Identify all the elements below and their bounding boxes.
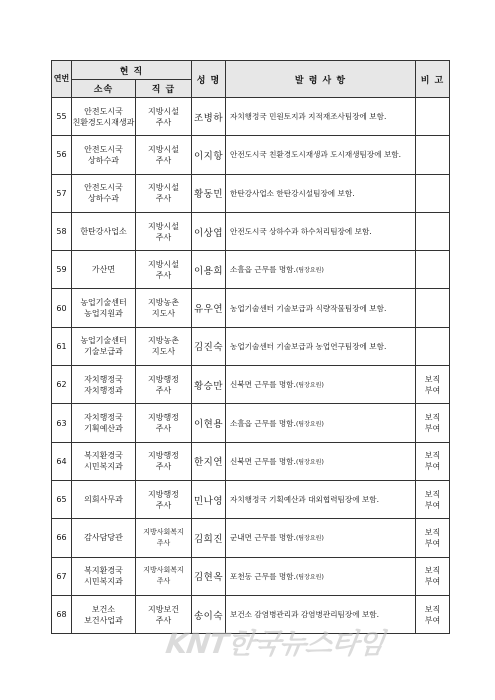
remark-cell bbox=[416, 480, 450, 518]
table-row bbox=[52, 480, 450, 518]
cell-line: 복지환경국 bbox=[84, 566, 123, 576]
cell-line: 주사 bbox=[155, 117, 172, 127]
cell-line: 부여 bbox=[424, 424, 441, 434]
cell-line: 지방시설 bbox=[148, 106, 179, 116]
cell-line: 복지환경국 bbox=[84, 451, 123, 461]
rank-cell bbox=[136, 289, 192, 327]
matter-note: (팀장요원) bbox=[295, 535, 324, 543]
remark-cell bbox=[416, 174, 450, 212]
person-name: 김희진 bbox=[192, 519, 226, 557]
person-name: 황동민 bbox=[192, 174, 226, 212]
appointment-matter bbox=[226, 251, 416, 289]
remark-cell bbox=[416, 519, 450, 557]
table-row bbox=[52, 136, 450, 174]
cell-line: 지방농촌 bbox=[148, 336, 179, 346]
table-row bbox=[52, 212, 450, 250]
row-number: 60 bbox=[52, 289, 72, 327]
cell-line: 주사 bbox=[155, 385, 172, 395]
cell-line: 자치행정국 bbox=[84, 413, 123, 423]
cell-line: 지방행정 bbox=[148, 413, 179, 423]
appointment-matter bbox=[226, 557, 416, 595]
header-dept: 소속 bbox=[72, 80, 136, 98]
table-row bbox=[52, 174, 450, 212]
cell-line: 부여 bbox=[424, 385, 441, 395]
cell-line: 보건사업과 bbox=[84, 615, 123, 625]
dept-cell bbox=[72, 327, 136, 365]
cell-line: 주사 bbox=[156, 577, 171, 586]
appointment-matter bbox=[226, 519, 416, 557]
header-no: 연번 bbox=[52, 61, 72, 98]
person-name: 송이숙 bbox=[192, 595, 226, 633]
header-remark: 비 고 bbox=[416, 61, 450, 98]
cell-line: 지방행정 bbox=[148, 489, 179, 499]
rank-cell bbox=[136, 595, 192, 633]
rank-cell bbox=[136, 480, 192, 518]
remark-cell bbox=[416, 404, 450, 442]
cell-line: 지도사 bbox=[151, 309, 176, 319]
person-name: 김진숙 bbox=[192, 327, 226, 365]
cell-line: 자치행정국 bbox=[84, 374, 123, 384]
cell-line: 부여 bbox=[424, 538, 441, 548]
person-name: 유우연 bbox=[192, 289, 226, 327]
remark-cell bbox=[416, 289, 450, 327]
appointment-matter bbox=[226, 136, 416, 174]
cell-line: 주사 bbox=[155, 424, 172, 434]
matter-text: 소흘읍 근무를 명함. bbox=[230, 418, 296, 428]
header-matter: 발 령 사 항 bbox=[226, 61, 416, 98]
matter-text: 농업기술센터 기술보급과 식량작물팀장에 보함. bbox=[230, 303, 387, 313]
rank-cell bbox=[136, 251, 192, 289]
rank-cell bbox=[136, 557, 192, 595]
cell-line: 부여 bbox=[424, 577, 441, 587]
matter-note: (팀장요원) bbox=[295, 573, 324, 581]
dept-cell bbox=[72, 519, 136, 557]
matter-text: 자치행정국 민원토지과 지적재조사팀장에 보함. bbox=[230, 112, 387, 122]
cell-line: 주사 bbox=[155, 500, 172, 510]
table-row bbox=[52, 557, 450, 595]
cell-line: 보직 bbox=[424, 527, 441, 537]
matter-note: (팀장요원) bbox=[295, 458, 324, 466]
remark-cell bbox=[416, 595, 450, 633]
cell-line: 보직 bbox=[424, 413, 441, 423]
appointment-matter bbox=[226, 289, 416, 327]
cell-line: 시민복지과 bbox=[84, 462, 123, 472]
dept-cell bbox=[72, 442, 136, 480]
appointment-table bbox=[51, 60, 450, 634]
person-name: 이용희 bbox=[192, 251, 226, 289]
cell-line: 주사 bbox=[155, 194, 172, 204]
table-row bbox=[52, 98, 450, 136]
cell-line: 보건소 bbox=[91, 604, 116, 614]
appointment-matter bbox=[226, 327, 416, 365]
matter-text: 한탄강사업소 한탄강시설팀장에 보함. bbox=[230, 188, 355, 198]
cell-line: 주사 bbox=[155, 270, 172, 280]
cell-line: 보직 bbox=[424, 451, 441, 461]
person-name: 민나영 bbox=[192, 480, 226, 518]
cell-line: 친환경도시재생과 bbox=[72, 117, 135, 127]
cell-line: 보직 bbox=[424, 374, 441, 384]
cell-line: 주사 bbox=[155, 462, 172, 472]
rank-cell bbox=[136, 136, 192, 174]
cell-line: 상하수과 bbox=[88, 194, 119, 204]
dept-cell bbox=[72, 404, 136, 442]
appointment-matter bbox=[226, 174, 416, 212]
table-header bbox=[52, 61, 450, 98]
row-number: 67 bbox=[52, 557, 72, 595]
rank-cell bbox=[136, 174, 192, 212]
appointment-matter bbox=[226, 366, 416, 404]
appointment-matter bbox=[226, 98, 416, 136]
remark-cell bbox=[416, 251, 450, 289]
cell-line: 주사 bbox=[155, 155, 172, 165]
appointment-matter bbox=[226, 595, 416, 633]
matter-text: 보건소 감염병관리과 감염병관리팀장에 보함. bbox=[230, 610, 380, 619]
row-number: 58 bbox=[52, 212, 72, 250]
cell-line: 지방시설 bbox=[148, 221, 179, 231]
person-name: 이지항 bbox=[192, 136, 226, 174]
table-body bbox=[52, 98, 450, 634]
matter-text: 자치행정국 기획예산과 대외협력팀장에 보함. bbox=[230, 495, 380, 505]
rank-cell bbox=[136, 327, 192, 365]
cell-line: 지방시설 bbox=[148, 144, 179, 154]
dept-cell bbox=[72, 557, 136, 595]
cell-line: 지방사회복지 bbox=[143, 527, 184, 536]
matter-text: 포천동 근무를 명함. bbox=[230, 571, 296, 581]
table-row bbox=[52, 519, 450, 557]
table-row bbox=[52, 251, 450, 289]
rank-cell bbox=[136, 212, 192, 250]
table-row bbox=[52, 595, 450, 633]
appointment-matter bbox=[226, 480, 416, 518]
cell-line: 의회사무과 bbox=[84, 495, 123, 505]
matter-note: (팀장요원) bbox=[295, 267, 324, 275]
remark-cell bbox=[416, 442, 450, 480]
cell-line: 보직 bbox=[424, 566, 441, 576]
matter-note: (팀장요원) bbox=[295, 382, 324, 390]
rank-cell bbox=[136, 404, 192, 442]
row-number: 61 bbox=[52, 327, 72, 365]
cell-line: 안전도시국 bbox=[84, 106, 123, 116]
row-number: 66 bbox=[52, 519, 72, 557]
cell-line: 농업기술센터 bbox=[80, 336, 127, 346]
dept-cell bbox=[72, 480, 136, 518]
row-number: 65 bbox=[52, 480, 72, 518]
cell-line: 지방행정 bbox=[148, 374, 179, 384]
row-number: 64 bbox=[52, 442, 72, 480]
cell-line: 지도사 bbox=[151, 347, 176, 357]
remark-cell bbox=[416, 98, 450, 136]
person-name: 한지연 bbox=[192, 442, 226, 480]
cell-line: 지방시설 bbox=[148, 259, 179, 269]
appointment-matter bbox=[226, 404, 416, 442]
rank-cell bbox=[136, 519, 192, 557]
matter-text: 안전도시국 상하수과 하수처리팀장에 보함. bbox=[230, 227, 372, 237]
remark-cell bbox=[416, 557, 450, 595]
cell-line: 안전도시국 bbox=[84, 144, 123, 154]
remark-cell bbox=[416, 212, 450, 250]
row-number: 57 bbox=[52, 174, 72, 212]
remark-cell bbox=[416, 136, 450, 174]
dept-cell bbox=[72, 174, 136, 212]
dept-cell bbox=[72, 212, 136, 250]
row-number: 59 bbox=[52, 251, 72, 289]
rank-cell bbox=[136, 98, 192, 136]
matter-note: (팀장요원) bbox=[295, 420, 324, 428]
rank-cell bbox=[136, 366, 192, 404]
cell-line: 안전도시국 bbox=[84, 183, 123, 193]
header-current: 현 직 bbox=[72, 61, 192, 80]
table-row bbox=[52, 404, 450, 442]
row-number: 68 bbox=[52, 595, 72, 633]
appointment-matter bbox=[226, 212, 416, 250]
cell-line: 시민복지과 bbox=[84, 577, 123, 587]
cell-line: 기획예산과 bbox=[84, 424, 123, 434]
cell-line: 주사 bbox=[155, 615, 172, 625]
table-row bbox=[52, 327, 450, 365]
table-row bbox=[52, 442, 450, 480]
cell-line: 기술보급과 bbox=[84, 347, 123, 357]
cell-line: 부여 bbox=[424, 500, 441, 510]
appointment-matter bbox=[226, 442, 416, 480]
row-number: 62 bbox=[52, 366, 72, 404]
table-row bbox=[52, 289, 450, 327]
person-name: 조병하 bbox=[192, 98, 226, 136]
dept-cell bbox=[72, 289, 136, 327]
person-name: 김현옥 bbox=[192, 557, 226, 595]
cell-line: 가산면 bbox=[91, 265, 116, 275]
cell-line: 지방농촌 bbox=[148, 298, 179, 308]
dept-cell bbox=[72, 136, 136, 174]
row-number: 55 bbox=[52, 98, 72, 136]
watermark-logo: KNT한국뉴스타임 bbox=[163, 627, 386, 660]
table-row bbox=[52, 366, 450, 404]
cell-line: 주사 bbox=[155, 232, 172, 242]
cell-line: 주사 bbox=[156, 538, 171, 547]
cell-line: 지방시설 bbox=[148, 183, 179, 193]
cell-line: 지방사회복지 bbox=[143, 566, 184, 575]
matter-text: 신북면 근무를 명함. bbox=[230, 456, 296, 466]
row-number: 63 bbox=[52, 404, 72, 442]
person-name: 이현용 bbox=[192, 404, 226, 442]
remark-cell bbox=[416, 327, 450, 365]
row-number: 56 bbox=[52, 136, 72, 174]
cell-line: 부여 bbox=[424, 462, 441, 472]
cell-line: 농업기술센터 bbox=[80, 298, 127, 308]
cell-line: 지방행정 bbox=[148, 451, 179, 461]
cell-line: 상하수과 bbox=[88, 155, 119, 165]
cell-line: 농업지원과 bbox=[84, 309, 123, 319]
rank-cell bbox=[136, 442, 192, 480]
cell-line: 지방보건 bbox=[148, 604, 179, 614]
matter-text: 소흘읍 근무를 명함. bbox=[230, 265, 296, 275]
dept-cell bbox=[72, 251, 136, 289]
dept-cell bbox=[72, 366, 136, 404]
cell-line: 보직 bbox=[424, 489, 441, 499]
matter-text: 농업기술센터 기술보급과 농업연구팀장에 보함. bbox=[230, 341, 387, 351]
cell-line: 감사담당관 bbox=[84, 533, 123, 543]
person-name: 이상엽 bbox=[192, 212, 226, 250]
cell-line: 부여 bbox=[424, 615, 441, 625]
matter-text: 군내면 근무를 명함. bbox=[230, 533, 296, 543]
person-name: 황승만 bbox=[192, 366, 226, 404]
remark-cell bbox=[416, 366, 450, 404]
cell-line: 자치행정과 bbox=[84, 385, 123, 395]
dept-cell bbox=[72, 595, 136, 633]
cell-line: 한탄강사업소 bbox=[80, 227, 127, 237]
header-name: 성 명 bbox=[192, 61, 226, 98]
dept-cell bbox=[72, 98, 136, 136]
matter-text: 신북면 근무를 명함. bbox=[230, 380, 296, 390]
matter-text: 안전도시국 친환경도시재생과 도시재생팀장에 보함. bbox=[230, 150, 402, 160]
cell-line: 보직 bbox=[424, 604, 441, 614]
header-rank: 직 급 bbox=[136, 80, 192, 98]
